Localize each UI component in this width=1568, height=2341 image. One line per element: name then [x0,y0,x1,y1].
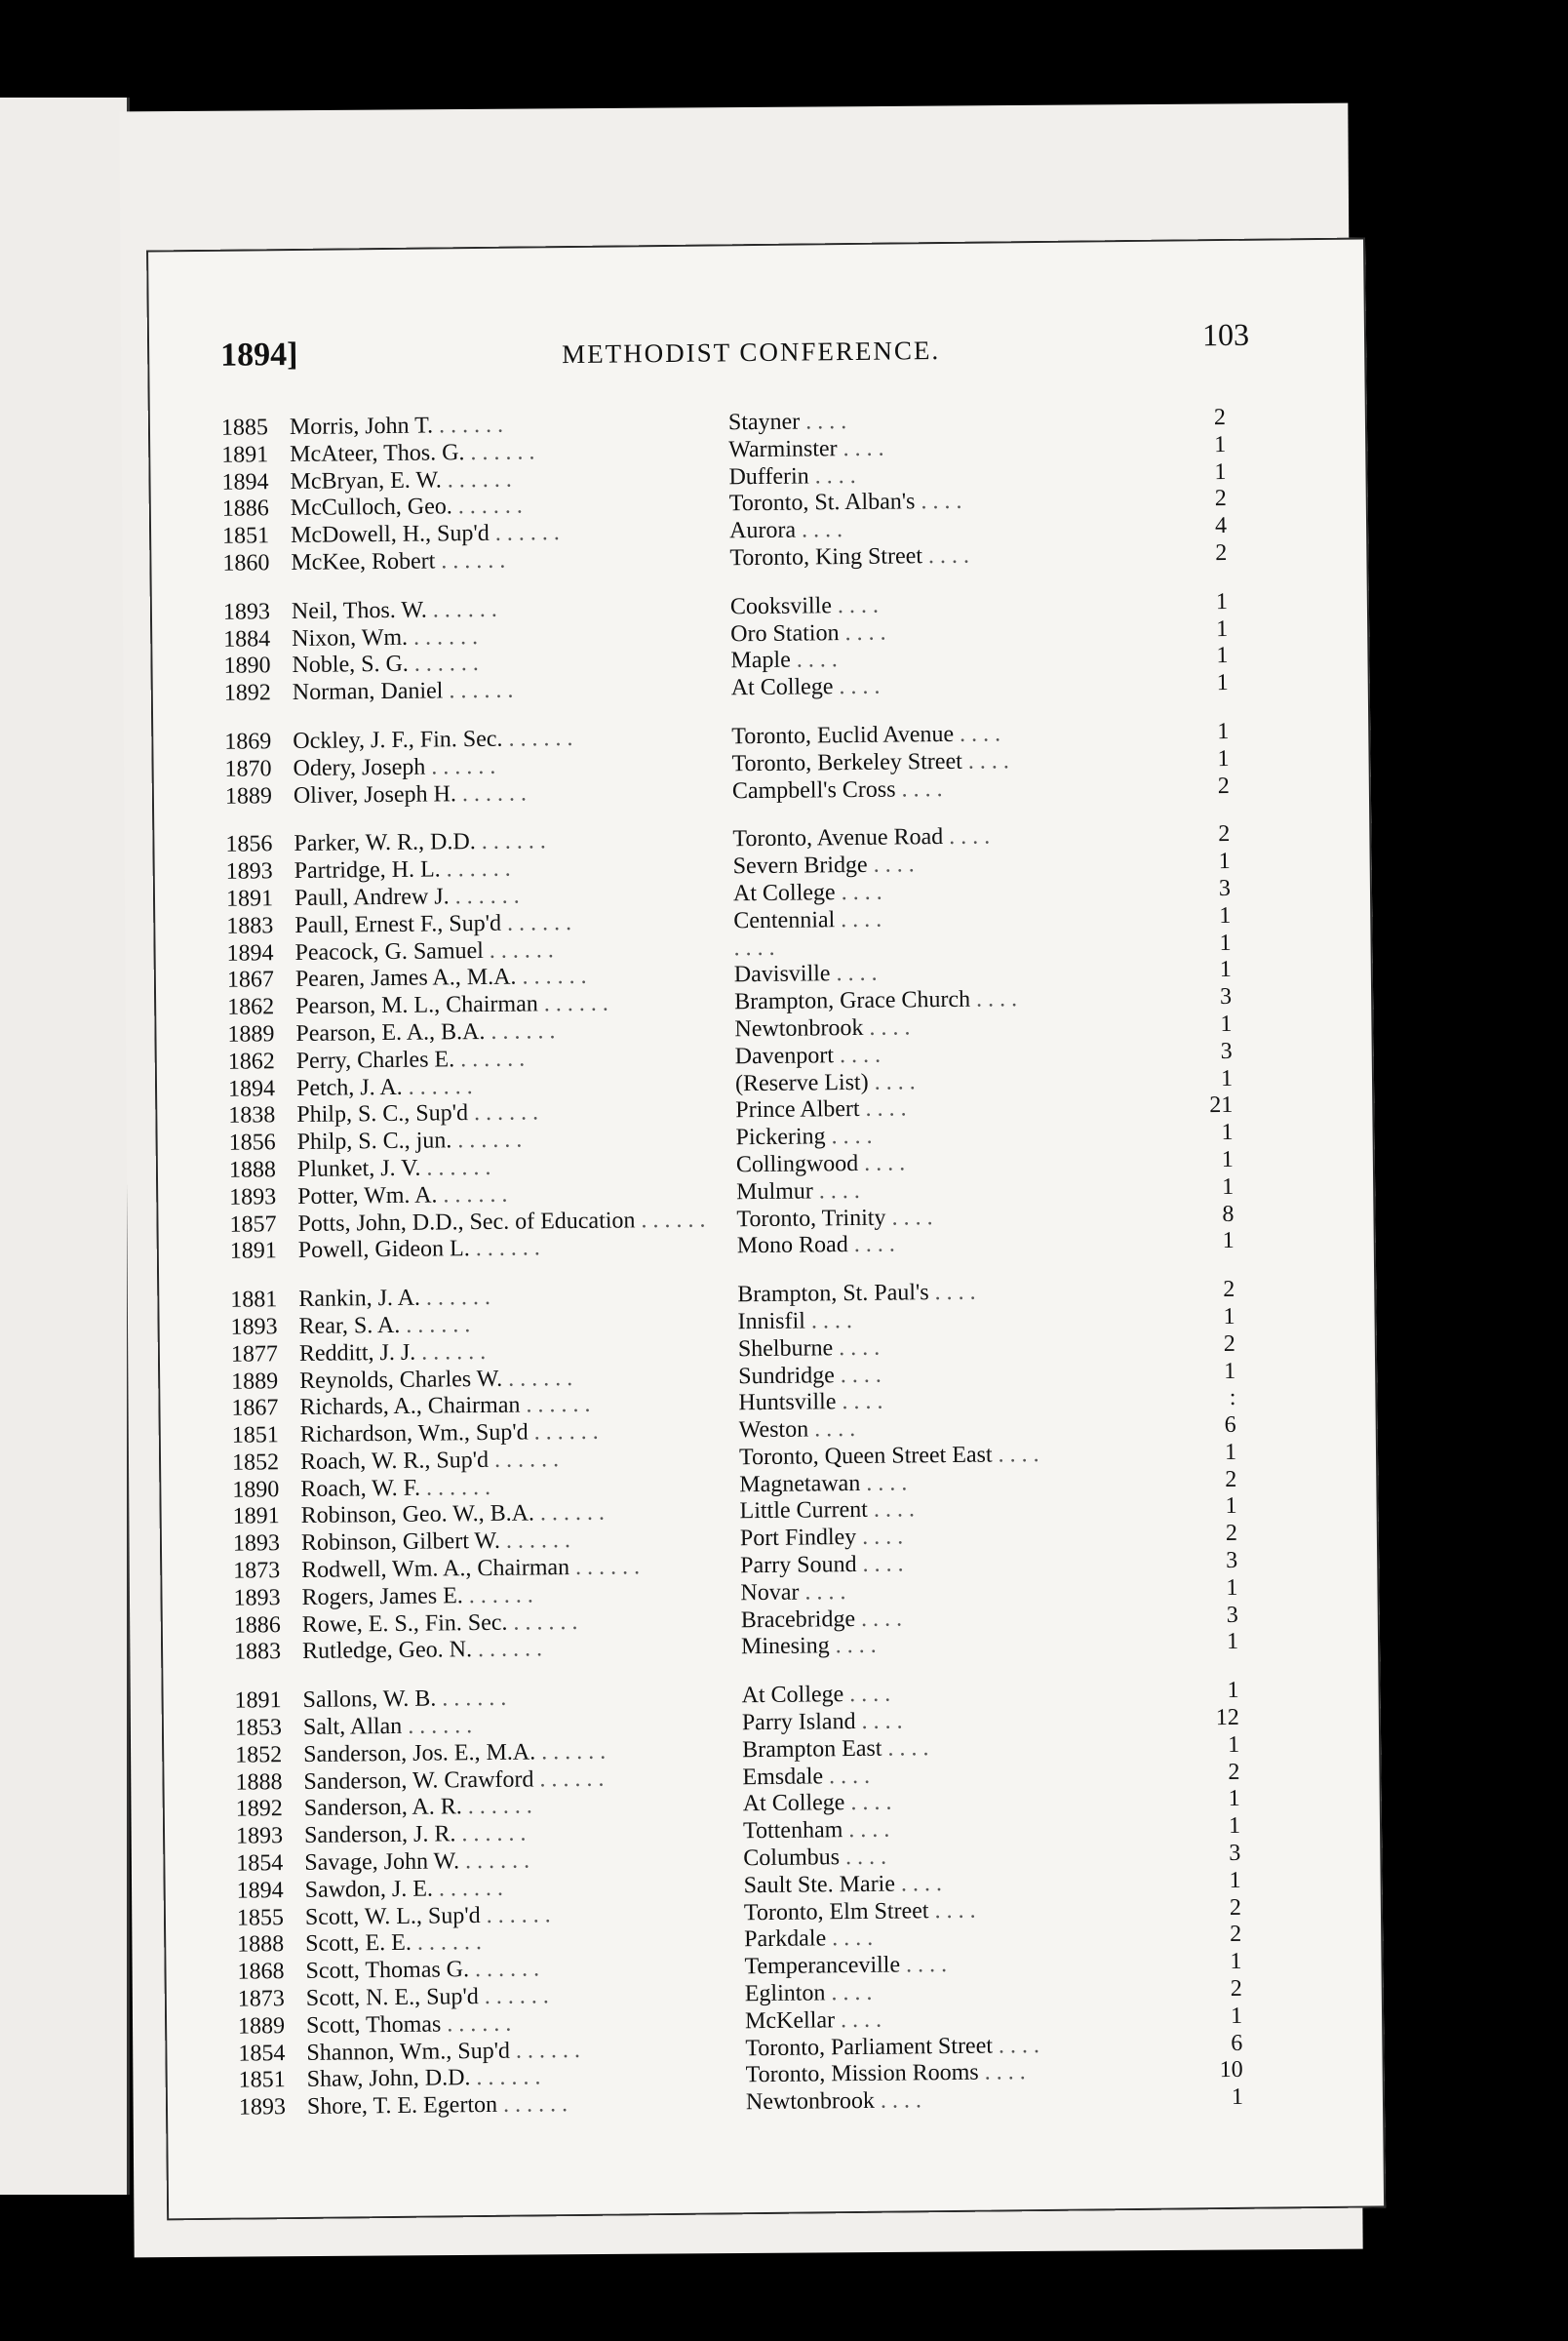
minister-name: McDowell, H., Sup'd . . [291,518,729,550]
minister-name: Rankin, J. A. . . [298,1282,737,1314]
entry-year: 1860 [222,550,270,576]
station-name: Little Current . . [739,1494,1178,1527]
entry-year: 1838 [228,1102,276,1130]
station-name: Columbus . . [743,1842,1182,1874]
years-count: 2 [1223,1330,1235,1357]
station-name: Toronto, Elm Street . . [744,1895,1183,1927]
entry-year: 1869 [224,729,272,755]
station-name: Toronto, St. Alban's . . [729,487,1168,519]
minister-name: Scott, N. E., Sup'd . . [306,1981,745,2013]
station-name: Toronto, Avenue Road . . [732,822,1171,854]
station-name: Toronto, King Street . . [729,541,1168,574]
minister-name: Reynolds, Charles W. . . [299,1364,738,1396]
years-count: 1 [1219,957,1232,983]
years-count: 1 [1216,643,1229,669]
years-count: 12 [1215,1704,1239,1731]
minister-name: Potts, John, D.D., Sec. of Education . . [297,1207,736,1239]
entry-year: 1877 [230,1340,279,1368]
minister-name: Philp, S. C., jun. . . [296,1125,735,1157]
years-count: 1 [1221,1146,1234,1172]
entry-year: 1891 [229,1238,277,1265]
years-count: 1 [1226,1574,1238,1601]
minister-name: Pearen, James A., M.A. . . [295,963,734,995]
station-name: Newtonbrook . . [734,1012,1173,1044]
entry-year: 1851 [231,1422,279,1448]
years-count: 21 [1209,1092,1234,1119]
entry-year: 1868 [237,1959,285,1985]
years-count: 1 [1230,2003,1243,2029]
years-count: 1 [1216,615,1229,642]
years-count: 10 [1219,2057,1243,2083]
minister-name: Paull, Andrew J. . . [294,881,733,913]
station-name: Maple . . [730,644,1169,676]
entry-year: 1873 [233,1558,281,1584]
minister-name: Perry, Charles E. . . [296,1044,735,1076]
minister-name: McKee, Robert . . [291,545,729,577]
minister-name: Salt, Allan . . [303,1710,742,1742]
minister-name: Scott, Thomas G. . . [305,1954,744,1986]
station-name: Eglinton . . [745,1977,1184,2009]
entry-year: 1886 [233,1611,281,1639]
years-count: 2 [1225,1521,1238,1547]
station-name: Minesing . . [741,1630,1180,1662]
entry-year: 1894 [236,1878,284,1904]
years-count: 1 [1214,431,1227,457]
years-count: 6 [1224,1412,1236,1439]
years-count: 2 [1213,404,1227,431]
station-name: Stayner . . [728,406,1167,438]
station-name: Parry Island . . [742,1706,1181,1738]
station-name: Mulmur . . [736,1174,1175,1207]
minister-name: Pearson, E. A., B.A. . . [295,1016,734,1049]
years-count: 1 [1219,930,1232,956]
years-count: 1 [1223,1303,1235,1329]
page-header [219,316,1250,386]
entry-year: 1893 [229,1183,277,1210]
entry-year: 1893 [230,1314,278,1340]
minister-name: Odery, Joseph . . [293,751,731,783]
years-count: 2 [1215,539,1228,567]
letter-group [225,821,1254,1266]
station-name: McKellar . . [745,2004,1184,2036]
entry-year: 1851 [238,2067,286,2094]
years-count: 3 [1218,875,1232,902]
years-count: 1 [1214,458,1227,485]
years-count: 1 [1229,1867,1241,1893]
station-name: Brampton, Grace Church . . [734,985,1173,1017]
entry-year: 1894 [226,939,274,967]
header-year: 1894] [219,336,298,374]
minister-name: Rogers, James E. . . [301,1580,740,1612]
entry-year: 1852 [235,1742,283,1768]
years-count: 2 [1230,1975,1242,2003]
entry-year: 1853 [234,1715,283,1741]
years-count: 1 [1228,1813,1241,1840]
entry-year: 1884 [223,625,271,653]
years-count: 1 [1219,902,1232,929]
minister-name: Roach, W. R., Sup'd . . [300,1445,739,1477]
years-count: 1 [1215,588,1229,615]
station-name: Centennial . . [733,903,1172,935]
station-name: Tottenham . . [743,1814,1182,1846]
entry-year: 1889 [237,2012,286,2040]
entry-year: 1852 [231,1449,280,1476]
letter-group [234,1678,1263,2123]
entry-year: 1870 [224,755,272,782]
years-count: 3 [1229,1840,1241,1867]
entry-year: 1891 [221,442,269,468]
entry-year: 1889 [227,1021,275,1048]
entry-year: 1867 [231,1395,279,1421]
entry-year: 1855 [236,1904,285,1931]
station-name: Port Findley . . [740,1522,1179,1554]
station-name: Toronto, Parliament Street . . [745,2031,1184,2063]
years-count: 3 [1219,984,1233,1011]
minister-name: Shore, T. E. Egerton . . [307,2089,746,2122]
station-name: Brampton, St. Paul's . . [737,1278,1176,1310]
entry-year: 1873 [237,1986,285,2012]
minister-name: Powell, Gideon L. . . [298,1234,737,1266]
entry-year: 1894 [221,468,269,496]
minister-name: Sanderson, A. R. . . [304,1792,743,1824]
entry-year: 1890 [223,653,271,680]
station-name: Toronto, Mission Rooms . . [746,2058,1185,2090]
entry-year: 1885 [220,415,269,441]
minister-name: Philp, S. C., Sup'd . . [296,1098,735,1131]
station-name: At College . . [743,1787,1182,1819]
minister-name: Neil, Thos. W. . . [292,594,730,626]
years-count: 6 [1231,2030,1243,2056]
years-count: 1 [1225,1493,1237,1520]
minister-name: Sanderson, Jos. E., M.A. . . [303,1737,742,1769]
minister-name: Rodwell, Wm. A., Chairman . . [301,1553,740,1585]
years-count: 4 [1214,513,1228,539]
entry-year: 1854 [236,1850,284,1877]
years-count: 2 [1217,773,1230,799]
entry-year: 1893 [225,858,273,885]
letter-group [224,719,1249,811]
station-name: At College . . [731,671,1170,703]
minister-name: Scott, Thomas . . [306,2008,745,2041]
years-count: 1 [1227,1678,1239,1704]
station-name: At College . . [741,1679,1180,1711]
station-name: Weston . . [739,1413,1178,1446]
station-name: Pickering . . [735,1121,1174,1153]
station-name: Dufferin . . [728,459,1167,492]
station-name: Aurora . . [729,514,1168,546]
minister-name: Norman, Daniel . . [293,675,731,707]
previous-page-edge [0,98,130,2195]
station-name: Campbell's Cross . . [732,774,1171,806]
years-count: 1 [1220,1065,1234,1091]
station-name: Temperanceville . . [744,1950,1183,1982]
years-count: 1 [1220,1011,1233,1037]
entry-year: 1867 [226,967,275,994]
entry-year: 1883 [233,1639,282,1666]
years-count: 2 [1218,821,1231,848]
minister-name: Shannon, Wm., Sup'd . . [306,2036,745,2068]
entry-year: 1851 [221,523,270,549]
station-name: Davenport . . [735,1039,1174,1071]
station-name: Parry Sound . . [740,1549,1179,1581]
years-count: 8 [1222,1201,1235,1227]
entry-year: 1893 [222,599,271,625]
years-count: 1 [1228,1786,1240,1812]
station-name: Bracebridge . . [741,1603,1180,1635]
station-name: Toronto, Trinity . . [736,1202,1175,1234]
entry-year: 1862 [227,994,275,1020]
entry-year: 1888 [237,1931,285,1959]
minister-name: Paull, Ernest F., Sup'd . . [294,908,733,940]
minister-name: Sawdon, J. E. . . [305,1873,744,1905]
station-name: Magnetawan . . [739,1467,1178,1499]
station-name: Warminster . . [728,432,1167,464]
minister-name: Robinson, Gilbert W. . . [301,1527,740,1559]
entry-year: 1890 [232,1476,280,1503]
entry-year: 1889 [231,1368,279,1395]
station-name: Toronto, Berkeley Street . . [731,746,1170,778]
years-count: 1 [1216,670,1229,696]
years-count: : [1229,1385,1236,1411]
minister-name: Sanderson, J. R. . . [304,1818,743,1850]
minister-name: Pearson, M. L., Chairman . . [295,989,734,1021]
station-name: (Reserve List) . . [735,1066,1174,1098]
minister-name: Savage, John W. . . [304,1845,743,1878]
entry-year: 1888 [235,1768,283,1796]
years-count: 1 [1230,1949,1242,1975]
entry-year: 1893 [232,1530,281,1557]
years-count: 1 [1217,745,1230,772]
minister-name: Peacock, G. Samuel . . [294,935,733,968]
station-name: Oro Station . . [730,616,1169,649]
station-name: Severn Bridge . . [733,850,1172,882]
entry-year: 1854 [238,2040,286,2067]
entry-year: 1856 [225,831,273,858]
station-name: Cooksville . . [730,589,1169,621]
minister-name: Rutledge, Geo. N. . . [302,1635,741,1667]
years-count: 2 [1223,1277,1235,1303]
minister-name: Scott, W. L., Sup'd . . [305,1900,744,1932]
minister-name: Plunket, J. V. . . [297,1152,736,1184]
minister-name: McBryan, E. W. . . [290,464,728,496]
minister-name: Sanderson, W. Crawford . . [303,1765,742,1797]
years-count: 1 [1226,1629,1239,1655]
years-count: 1 [1222,1228,1235,1254]
entry-year: 1893 [238,2094,287,2121]
station-name: Collingwood . . [736,1147,1175,1179]
entry-year: 1891 [232,1503,280,1530]
minister-name: Oliver, Joseph H. . . [294,778,732,811]
entry-year: 1888 [228,1157,277,1183]
minister-name: McAteer, Thos. G. . . [290,437,728,469]
station-name: Shelburne . . [738,1331,1177,1364]
header-title: METHODIST CONFERENCE. [562,336,941,370]
entry-year: 1881 [230,1287,278,1313]
minister-name: Richards, A., Chairman . . [299,1391,738,1423]
station-name: Parkdale . . [744,1923,1183,1955]
minister-name: Rear, S. A. . . [298,1309,737,1341]
years-count: 1 [1231,2084,1244,2111]
station-name: Toronto, Queen Street East . . [739,1440,1178,1472]
entry-year: 1891 [225,886,274,912]
station-name: Prince Albert . . [735,1093,1174,1126]
station-name: Emsdale . . [742,1760,1181,1792]
letter-group [221,405,1247,578]
station-name: Innisfil . . [737,1304,1176,1336]
station-name: Huntsville . . [738,1386,1177,1418]
years-count: 1 [1218,849,1231,875]
minister-name: Richardson, Wm., Sup'd . . [300,1417,739,1449]
minister-name: Ockley, J. F., Fin. Sec. . . [293,724,731,756]
station-name: Mono Road . . [737,1229,1176,1261]
entry-year: 1857 [229,1210,277,1238]
ministers-list [221,405,1263,2144]
years-count: 1 [1223,1358,1236,1384]
entry-year: 1889 [224,782,273,810]
years-count: 1 [1217,718,1230,745]
years-count: 1 [1222,1173,1235,1200]
minister-name: Potter, Wm. A. . . [297,1179,736,1211]
entry-year: 1856 [228,1130,276,1156]
station-name: Novar . . [740,1575,1179,1607]
letter-group [230,1277,1258,1667]
minister-name: Partridge, H. L. . . [294,853,733,886]
station-name: Brampton East . . [742,1732,1181,1765]
minister-name: Scott, E. E. . . [305,1927,744,1960]
years-count: 2 [1214,486,1227,512]
minister-name: Noble, S. G. . . [292,649,730,681]
years-count: 2 [1228,1759,1240,1785]
minister-name: McCulloch, Geo. . . [291,492,729,524]
years-count: 3 [1226,1602,1238,1628]
minister-name: Shaw, John, D.D. . . [307,2063,746,2095]
minister-name: Morris, John T. . . [290,410,728,442]
years-count: 2 [1229,1894,1242,1921]
minister-name: Redditt, J. J. . . [299,1336,738,1369]
entry-year: 1893 [235,1823,284,1849]
years-count: 2 [1230,1922,1242,1948]
entry-year: 1892 [223,680,271,706]
entry-year: 1862 [227,1048,275,1075]
station-name: Sault Ste. Marie . . [743,1868,1182,1900]
entry-year: 1893 [233,1585,281,1611]
years-count: 3 [1220,1038,1233,1064]
entry-year: 1886 [221,496,269,523]
minister-name: Rowe, E. S., Fin. Sec. . . [302,1607,741,1640]
document-page [146,237,1386,2220]
letter-group [223,589,1248,708]
entry-year: 1892 [235,1796,283,1823]
years-count: 1 [1221,1120,1234,1146]
station-name: At College . . [733,877,1172,909]
years-count: 3 [1226,1547,1238,1574]
page-number: 103 [1201,316,1250,353]
minister-name: Roach, W. F. . . [300,1472,739,1504]
station-name: Toronto, Euclid Avenue . . [731,720,1170,752]
station-name: Davisville . . [734,958,1173,990]
entry-year: 1894 [227,1075,276,1102]
station-name: Newtonbrook . . [746,2085,1185,2118]
minister-name: Petch, J. A. . . [296,1071,735,1103]
minister-name: Robinson, Geo. W., B.A. . . [300,1499,739,1531]
minister-name: Parker, W. R., D.D. . . [294,827,732,859]
entry-year: 1891 [234,1687,282,1714]
years-count: 1 [1224,1439,1237,1465]
years-count: 1 [1228,1731,1240,1758]
minister-name: Sallons, W. B. . . [302,1683,741,1715]
entry-year: 1883 [226,912,274,939]
years-count: 2 [1225,1466,1237,1492]
station-name: Sundridge . . [738,1359,1177,1391]
minister-name: Nixon, Wm. . . [292,621,730,654]
